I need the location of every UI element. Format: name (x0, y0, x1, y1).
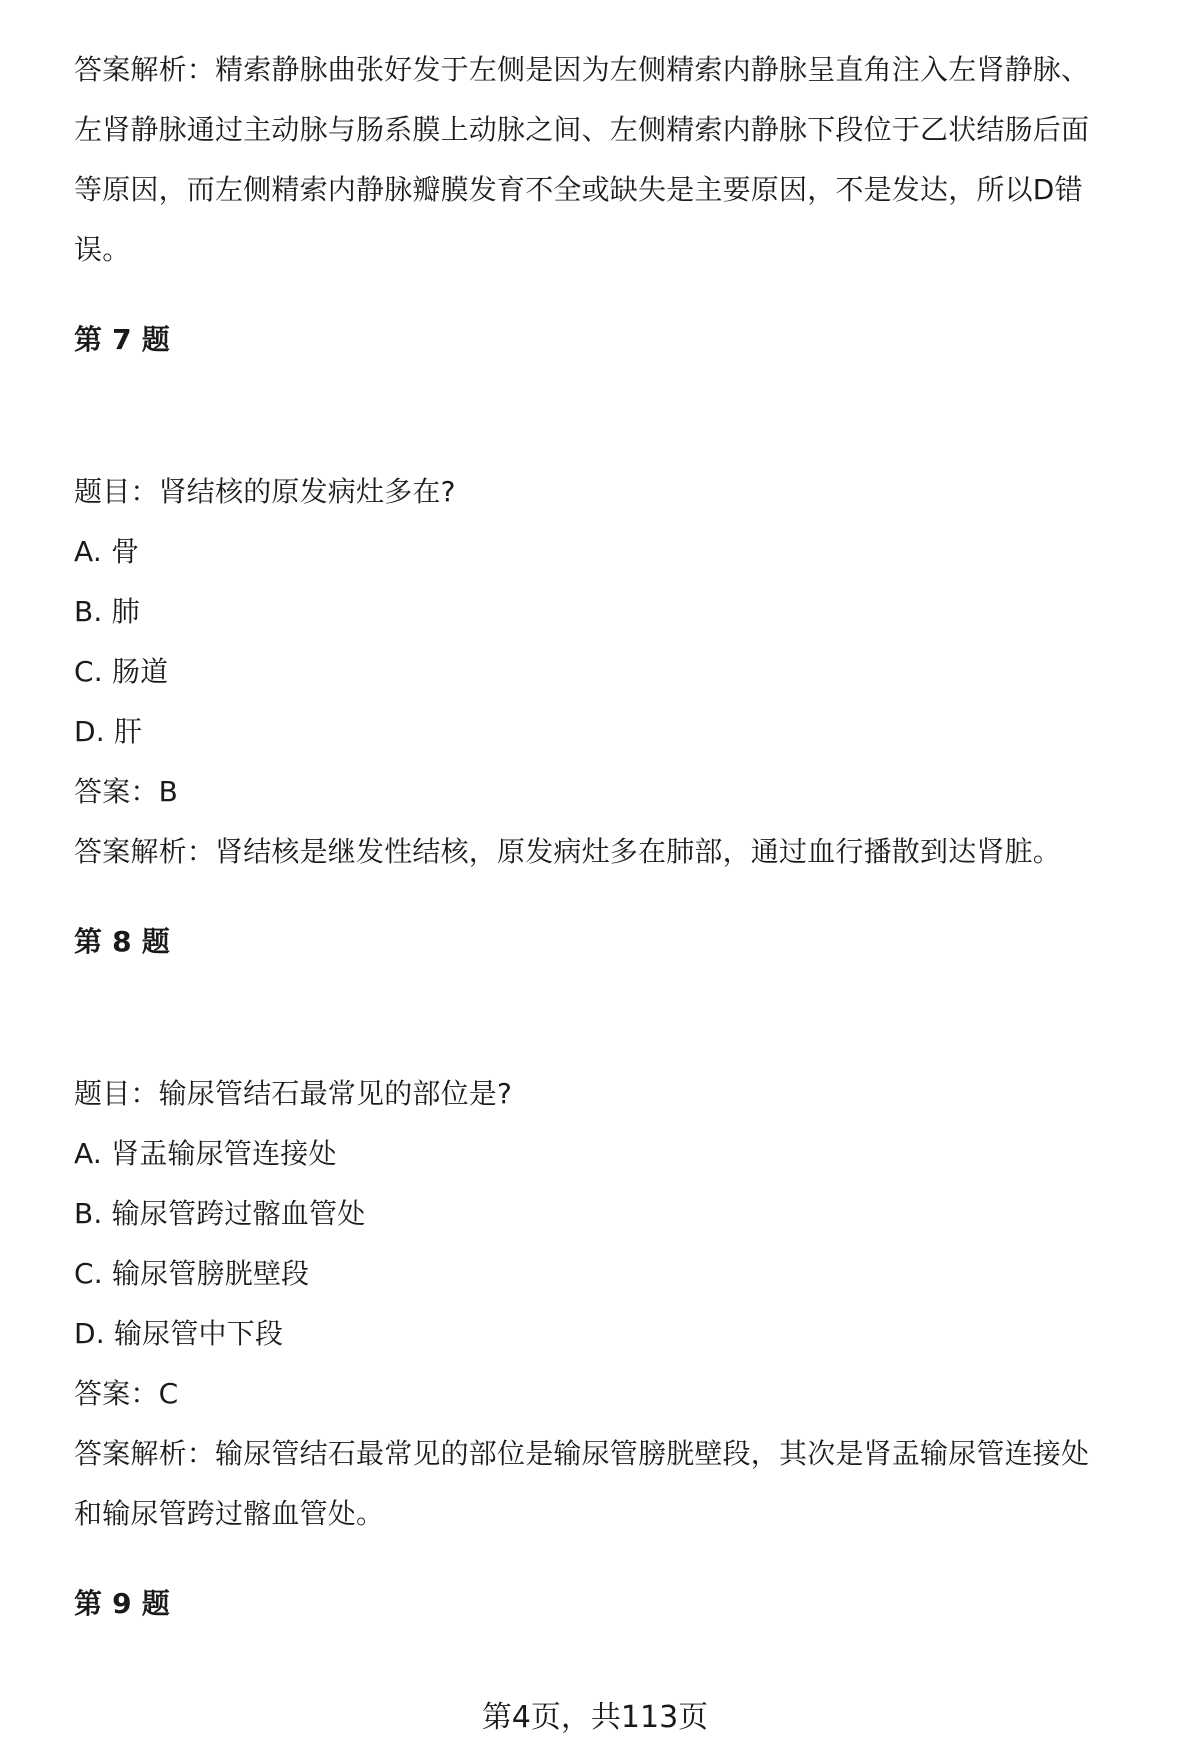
question-7-option-d: D. 肝 (74, 715, 143, 748)
question-8-option-c: C. 输尿管膀胱壁段 (74, 1257, 310, 1290)
question-7-heading: 第 7 题 (74, 323, 170, 356)
question-8-analysis-line-2: 和输尿管跨过髂血管处。 (74, 1497, 385, 1530)
question-8-answer: 答案：C (74, 1377, 179, 1410)
question-7-text: 题目：肾结核的原发病灶多在? (74, 475, 456, 508)
prev-analysis-line-1: 答案解析：精索静脉曲张好发于左侧是因为左侧精索内静脉呈直角注入左肾静脉、 (74, 53, 1090, 86)
question-8-text: 题目：输尿管结石最常见的部位是? (74, 1077, 513, 1110)
question-7-answer: 答案：B (74, 775, 179, 808)
question-7-option-a: A. 骨 (74, 535, 140, 568)
question-7-analysis: 答案解析：肾结核是继发性结核，原发病灶多在肺部，通过血行播散到达肾脏。 (74, 835, 1062, 868)
prev-analysis-line-4: 误。 (74, 233, 131, 266)
page-number-footer: 第4页，共113页 (481, 1700, 709, 1735)
prev-analysis-line-2: 左肾静脉通过主动脉与肠系膜上动脉之间、左侧精索内静脉下段位于乙状结肠后面 (74, 113, 1090, 146)
prev-analysis-line-3: 等原因，而左侧精索内静脉瓣膜发育不全或缺失是主要原因，不是发达，所以D错 (74, 173, 1083, 206)
question-8-option-d: D. 输尿管中下段 (74, 1317, 284, 1350)
question-8-heading: 第 8 题 (74, 925, 170, 958)
question-7-option-b: B. 肺 (74, 595, 140, 628)
question-8-option-b: B. 输尿管跨过髂血管处 (74, 1197, 366, 1230)
question-7-option-c: C. 肠道 (74, 655, 169, 688)
question-8-option-a: A. 肾盂输尿管连接处 (74, 1137, 337, 1170)
question-8-analysis-line-1: 答案解析：输尿管结石最常见的部位是输尿管膀胱壁段，其次是肾盂输尿管连接处 (74, 1437, 1090, 1470)
question-9-heading: 第 9 题 (74, 1587, 170, 1620)
